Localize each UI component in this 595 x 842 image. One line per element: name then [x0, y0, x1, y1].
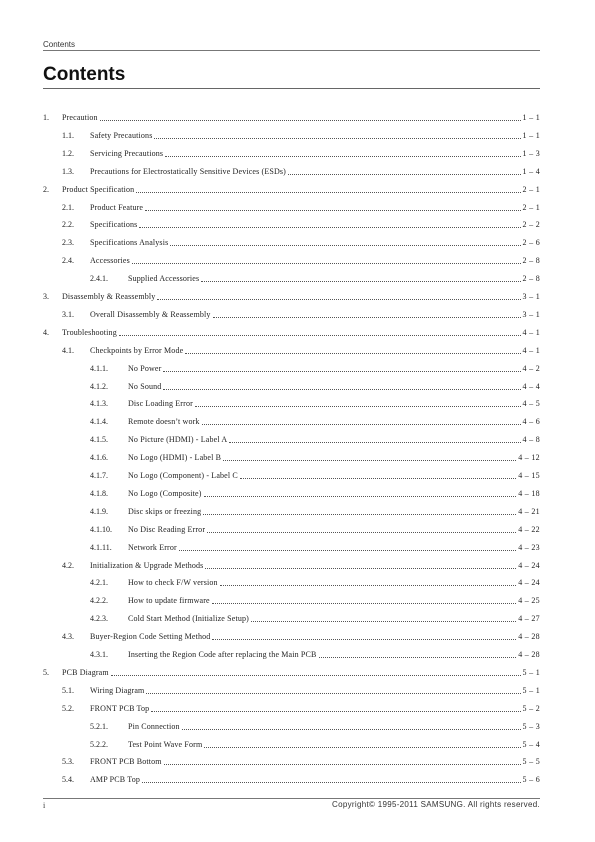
toc-entry-page: 4 – 8: [522, 435, 540, 445]
toc-entry-number: 5.3.: [62, 757, 74, 767]
toc-entry-number: 1.3.: [62, 166, 74, 176]
toc-dot-leader: [319, 647, 517, 658]
toc-dot-leader: [212, 629, 516, 640]
toc-dot-leader: [205, 558, 516, 569]
toc-dot-leader: [119, 325, 521, 336]
toc-dot-leader: [213, 307, 521, 318]
toc-entry-number: 5.2.: [62, 703, 74, 713]
toc-entry-number: 4.1.3.: [90, 399, 108, 409]
toc-entry-page: 4 – 24: [518, 578, 540, 588]
toc-entry[interactable]: [90, 451, 540, 463]
toc-entry-number: 4.1.1.: [90, 363, 108, 373]
toc-entry[interactable]: [62, 755, 540, 767]
toc-entry[interactable]: [62, 218, 540, 230]
toc-entry[interactable]: [43, 290, 540, 302]
toc-entry[interactable]: [62, 684, 540, 696]
toc-entry-page: 4 – 2: [522, 363, 540, 373]
toc-entry-number: 4.2.3.: [90, 614, 108, 624]
toc-entry-title: Inserting the Region Code after replacing the Main PCB: [128, 650, 317, 659]
toc-entry-page: 4 – 6: [522, 417, 540, 427]
toc-entry-title: Cold Start Method (Initialize Setup): [128, 614, 249, 624]
toc-entry[interactable]: [90, 576, 540, 588]
toc-dot-leader: [165, 146, 520, 157]
toc-entry-title: Specifications: [90, 220, 138, 230]
toc-entry-title: Troubleshooting: [62, 327, 117, 337]
toc-entry-title: Product Specification: [62, 184, 135, 194]
running-header: Contents: [43, 40, 76, 49]
toc-entry-number: 4.3.1.: [90, 650, 108, 659]
toc-entry[interactable]: [90, 362, 540, 374]
toc-entry-title: Wiring Diagram: [90, 685, 145, 695]
toc-entry-page: 4 – 4: [522, 381, 540, 391]
toc-entry-number: 3.1.: [62, 309, 74, 319]
toc-entry-page: 4 – 5: [522, 399, 540, 409]
toc-entry[interactable]: [90, 505, 540, 517]
toc-entry-page: 5 – 4: [522, 739, 540, 749]
toc-entry[interactable]: [90, 397, 540, 409]
toc-entry[interactable]: [90, 469, 540, 481]
toc-entry-page: 5 – 6: [522, 775, 540, 785]
toc-entry-title: Disassembly & Reassembly: [62, 292, 156, 301]
toc-dot-leader: [100, 110, 521, 121]
toc-entry-title: Test Point Wave Form: [128, 739, 203, 749]
toc-entry-number: 4.2.: [62, 560, 74, 570]
toc-dot-leader: [229, 432, 520, 443]
toc-entry-page: 5 – 2: [522, 703, 540, 713]
toc-entry-number: 1.: [43, 113, 49, 122]
footer-rule: [43, 798, 540, 799]
toc-entry-number: 4.1.11.: [90, 542, 112, 552]
toc-entry[interactable]: [90, 612, 540, 624]
toc-entry-page: 4 – 23: [518, 542, 540, 552]
toc-dot-leader: [136, 182, 520, 193]
toc-entry[interactable]: [62, 559, 540, 571]
toc-entry-page: 4 – 1: [522, 327, 540, 337]
toc-entry[interactable]: [90, 415, 540, 427]
toc-entry-number: 3.: [43, 292, 49, 301]
toc-entry-title: Servicing Precautions: [90, 148, 164, 158]
toc-entry-number: 4.1.8.: [90, 488, 108, 498]
toc-entry[interactable]: [62, 254, 540, 266]
toc-entry-title: FRONT PCB Top: [90, 703, 150, 713]
toc-entry[interactable]: [62, 630, 540, 642]
toc-dot-leader: [207, 522, 516, 533]
toc-dot-leader: [201, 271, 520, 282]
toc-entry-number: 2.3.: [62, 238, 74, 248]
toc-entry-title: Product Feature: [90, 202, 144, 212]
toc-dot-leader: [151, 701, 520, 712]
toc-entry[interactable]: [43, 183, 540, 195]
toc-entry-title: Disc Loading Error: [128, 399, 193, 409]
toc-entry-number: 2.: [43, 184, 49, 194]
toc-dot-leader: [212, 593, 516, 604]
toc-entry-page: 5 – 3: [522, 721, 540, 731]
toc-entry-page: 2 – 1: [522, 184, 540, 194]
toc-entry-title: Precaution: [62, 113, 98, 122]
toc-entry-title: Supplied Accessories: [128, 274, 200, 284]
toc-entry-page: 2 – 6: [522, 238, 540, 248]
toc-entry-page: 3 – 1: [522, 292, 540, 301]
toc-dot-leader: [220, 575, 517, 586]
toc-entry[interactable]: [62, 201, 540, 213]
toc-entry-page: 4 – 21: [518, 506, 540, 516]
toc-entry-title: FRONT PCB Bottom: [90, 757, 162, 767]
toc-entry-number: 1.2.: [62, 148, 74, 158]
toc-entry[interactable]: [62, 773, 540, 785]
toc-entry-number: 5.4.: [62, 775, 74, 785]
toc-entry-title: AMP PCB Top: [90, 775, 140, 785]
toc-entry-number: 2.4.: [62, 256, 74, 266]
toc-dot-leader: [204, 737, 520, 748]
toc-entry-title: No Disc Reading Error: [128, 524, 206, 534]
toc-entry-number: 4.1.6.: [90, 453, 108, 463]
toc-dot-leader: [179, 540, 516, 551]
toc-entry-title: Checkpoints by Error Mode: [90, 345, 184, 355]
toc-entry-page: 4 – 22: [518, 524, 540, 534]
toc-dot-leader: [251, 611, 516, 622]
toc-dot-leader: [288, 164, 521, 175]
toc-dot-leader: [202, 414, 521, 425]
page-title: Contents: [43, 64, 126, 85]
toc-entry-page: 2 – 1: [522, 202, 540, 212]
toc-entry-title: Specifications Analysis: [90, 238, 169, 248]
footer-copyright: Copyright© 1995-2011 SAMSUNG. All rights reserved.: [332, 800, 540, 809]
toc-entry[interactable]: [43, 111, 540, 123]
toc-dot-leader: [223, 450, 516, 461]
toc-entry-title: No Logo (HDMI) - Label B: [128, 453, 222, 463]
toc-entry-page: 1 – 1: [522, 130, 540, 140]
toc-entry-page: 4 – 28: [518, 632, 540, 642]
toc-entry[interactable]: [62, 129, 540, 141]
toc-dot-leader: [145, 200, 520, 211]
toc-entry-page: 1 – 3: [522, 148, 540, 158]
toc-entry[interactable]: [90, 738, 540, 750]
toc-entry[interactable]: [90, 487, 540, 499]
toc-dot-leader: [163, 379, 520, 390]
toc-entry-number: 2.2.: [62, 220, 74, 230]
toc-entry-number: 1.1.: [62, 130, 74, 140]
toc-dot-leader: [240, 468, 516, 479]
toc-entry-title: Accessories: [90, 256, 130, 266]
toc-entry[interactable]: [62, 344, 540, 356]
toc-entry-title: Pin Connection: [128, 721, 180, 731]
toc-entry[interactable]: [90, 380, 540, 392]
toc-entry-title: No Picture (HDMI) - Label A: [128, 435, 228, 445]
toc-entry[interactable]: [62, 236, 540, 248]
toc-dot-leader: [203, 504, 516, 515]
toc-entry-page: 4 – 27: [518, 614, 540, 624]
toc-entry[interactable]: [62, 147, 540, 159]
toc-dot-leader: [164, 754, 521, 765]
toc-entry[interactable]: [90, 433, 540, 445]
toc-entry[interactable]: [62, 165, 540, 177]
toc-entry-title: Network Error: [128, 542, 177, 552]
toc-entry-page: 1 – 1: [522, 113, 540, 122]
toc-entry-page: 4 – 25: [518, 596, 540, 606]
toc-entry-number: 4.1.2.: [90, 381, 108, 391]
toc-entry[interactable]: [90, 272, 540, 284]
toc-entry-title: No Logo (Composite): [128, 488, 202, 498]
toc-dot-leader: [139, 217, 520, 228]
toc-entry[interactable]: [90, 648, 540, 660]
toc-entry-title: No Logo (Component) - Label C: [128, 471, 238, 480]
toc-entry-number: 4.1.9.: [90, 506, 108, 516]
toc-entry-page: 4 – 24: [518, 560, 540, 570]
toc-entry-page: 2 – 8: [522, 274, 540, 284]
toc-entry-title: Disc skips or freezing: [128, 506, 202, 516]
toc-entry[interactable]: [90, 720, 540, 732]
toc-entry-page: 4 – 1: [522, 345, 540, 355]
toc-entry-page: 2 – 2: [522, 220, 540, 230]
toc-entry-number: 5.: [43, 667, 49, 677]
toc-dot-leader: [195, 396, 521, 407]
toc-entry-number: 4.2.2.: [90, 596, 108, 606]
toc-entry-title: Buyer-Region Code Setting Method: [90, 632, 211, 642]
toc-entry-number: 2.4.1.: [90, 274, 108, 284]
toc-dot-leader: [163, 361, 520, 372]
toc-entry-page: 4 – 12: [518, 453, 540, 463]
toc-entry-title: No Power: [128, 363, 162, 373]
toc-dot-leader: [142, 772, 521, 783]
toc-entry-title: No Sound: [128, 381, 162, 391]
toc-entry-page: 1 – 4: [522, 166, 540, 176]
toc-dot-leader: [132, 253, 521, 264]
toc-entry[interactable]: [43, 326, 540, 338]
toc-entry-title: Remote doesn’t work: [128, 417, 200, 427]
toc-entry[interactable]: [90, 541, 540, 553]
toc-entry-number: 4.1.4.: [90, 417, 108, 427]
toc-entry-page: 4 – 18: [518, 488, 540, 498]
toc-entry-page: 3 – 1: [522, 309, 540, 319]
toc-entry-page: 5 – 1: [522, 685, 540, 695]
toc-entry-number: 4.2.1.: [90, 578, 108, 588]
toc-entry[interactable]: [62, 308, 540, 320]
toc-entry-title: PCB Diagram: [62, 667, 109, 677]
toc-entry-page: 4 – 15: [518, 471, 540, 480]
toc-entry-number: 4.3.: [62, 632, 74, 642]
toc-entry-title: Safety Precautions: [90, 130, 153, 140]
toc-dot-leader: [157, 289, 520, 300]
toc-entry[interactable]: [90, 594, 540, 606]
toc-entry-page: 2 – 8: [522, 256, 540, 266]
footer-page-number: i: [43, 801, 46, 810]
toc-entry-page: 5 – 1: [522, 667, 540, 677]
toc-entry-number: 4.1.5.: [90, 435, 108, 445]
toc-entry-number: 4.1.7.: [90, 471, 108, 480]
toc-dot-leader: [154, 128, 520, 139]
toc-entry[interactable]: [62, 702, 540, 714]
toc-entry-title: Overall Disassembly & Reassembly: [90, 309, 211, 319]
toc-entry-number: 4.1.10.: [90, 524, 112, 534]
toc-entry-title: Precautions for Electrostatically Sensitive Devices (ESDs): [90, 166, 286, 176]
toc-entry-title: Initialization & Upgrade Methods: [90, 560, 204, 570]
toc-entry[interactable]: [90, 523, 540, 535]
toc-entry-title: How to check F/W version: [128, 578, 218, 588]
toc-dot-leader: [111, 665, 521, 676]
toc-entry-number: 4.1.: [62, 345, 74, 355]
toc-entry-number: 4.: [43, 327, 49, 337]
toc-dot-leader: [185, 343, 520, 354]
toc-entry[interactable]: [43, 666, 540, 678]
toc-dot-leader: [182, 719, 521, 730]
toc-dot-leader: [170, 235, 520, 246]
toc-entry-number: 5.1.: [62, 685, 74, 695]
toc-entry-number: 5.2.2.: [90, 739, 108, 749]
toc-entry-page: 4 – 28: [518, 650, 540, 659]
toc-dot-leader: [146, 683, 520, 694]
toc-dot-leader: [204, 486, 517, 497]
toc-entry-number: 5.2.1.: [90, 721, 108, 731]
toc-entry-title: How to update firmware: [128, 596, 210, 606]
toc-entry-number: 2.1.: [62, 202, 74, 212]
toc-entry-page: 5 – 5: [522, 757, 540, 767]
